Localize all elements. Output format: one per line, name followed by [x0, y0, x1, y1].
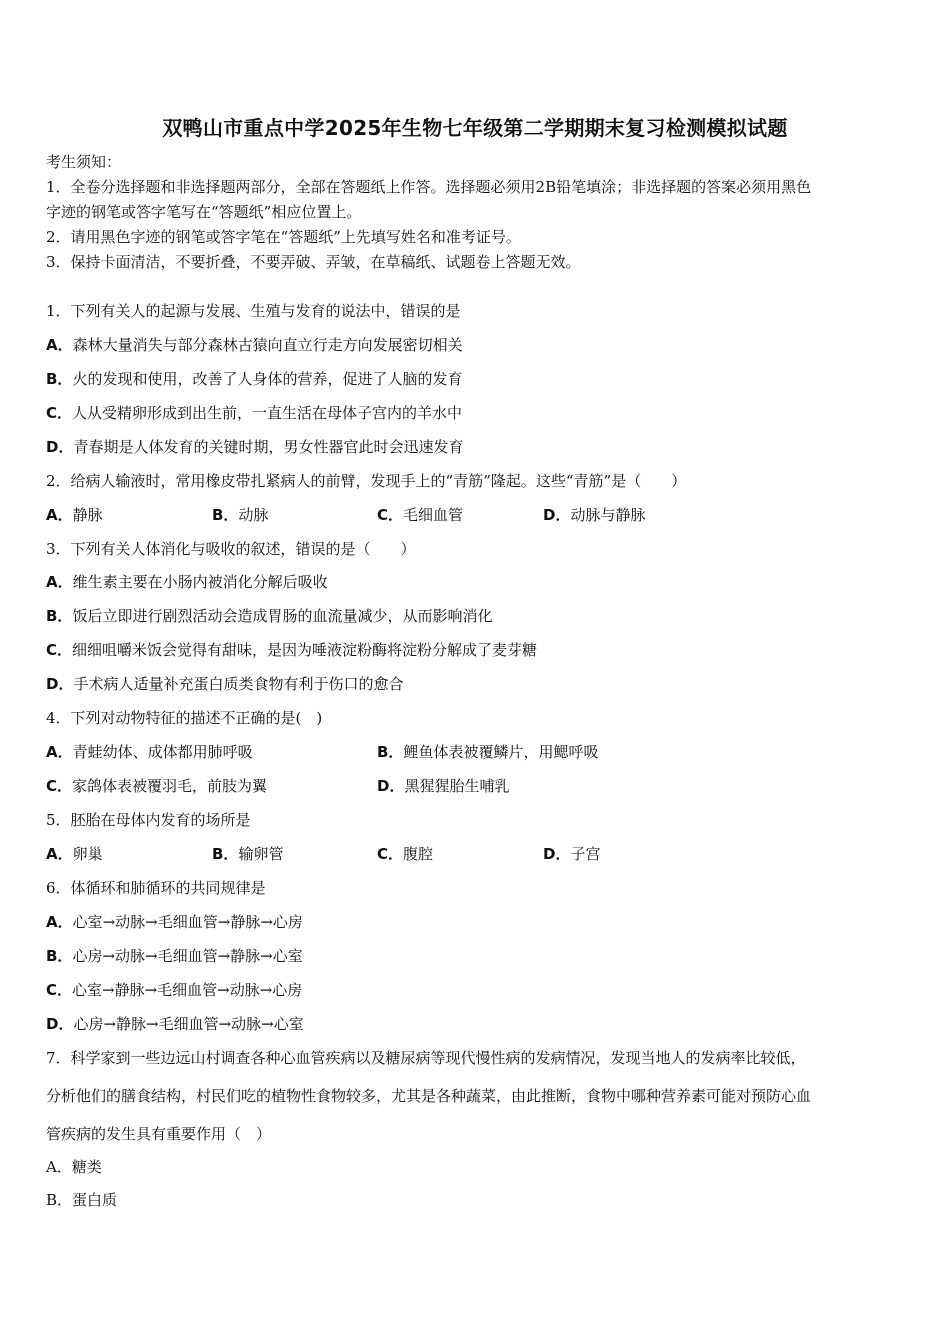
answer-option — [46, 946, 303, 966]
option-label: A． — [46, 845, 73, 863]
option-text: 青蛙幼体、成体都用肺呼吸 — [72, 743, 253, 761]
option-text: 细细咀嚼米饭会觉得有甜味，是因为唾液淀粉酶将淀粉分解成了麦芽糖 — [72, 641, 538, 659]
question-stem: 5．胚胎在母体内发育的场所是 — [46, 811, 251, 829]
option-text: 心室→动脉→毛细血管→静脉→心房 — [72, 913, 303, 931]
option-text: 家鸽体表被覆羽毛，前肢为翼 — [72, 777, 268, 795]
option-text: 输卵管 — [238, 845, 284, 863]
answer-option — [212, 844, 283, 864]
answer-option — [46, 606, 492, 626]
answer-option — [377, 844, 433, 864]
answer-option — [46, 1014, 304, 1034]
answer-option — [46, 572, 328, 592]
answer-option — [46, 403, 462, 423]
answer-option — [46, 505, 103, 525]
option-text: 鲤鱼体表被覆鳞片，用鳃呼吸 — [403, 743, 599, 761]
option-text: 腹腔 — [403, 845, 434, 863]
answer-option — [46, 1190, 117, 1210]
option-label: D． — [46, 438, 74, 456]
option-label: C． — [46, 777, 73, 795]
question-stem: 6．体循环和肺循环的共同规律是 — [46, 879, 266, 897]
option-text: 静脉 — [72, 506, 103, 524]
answer-option — [46, 844, 103, 864]
answer-option — [46, 1157, 102, 1177]
answer-option — [377, 505, 463, 525]
notice-item: 3．保持卡面清洁，不要折叠，不要弄破、弄皱，在草稿纸、试题卷上答题无效。 — [46, 253, 581, 271]
answer-option — [212, 505, 268, 525]
question-stem: 1．下列有关人的起源与发展、生殖与发育的说法中，错误的是 — [46, 302, 461, 320]
option-label: D． — [46, 1015, 74, 1033]
option-label: A． — [46, 336, 73, 354]
notice-heading: 考生须知： — [46, 153, 122, 171]
option-text: 人从受精卵形成到出生前，一直生活在母体子宫内的羊水中 — [72, 404, 463, 422]
option-label: C． — [377, 506, 404, 524]
question-stem: 管疾病的发生具有重要作用（ ） — [46, 1125, 272, 1143]
answer-option — [46, 912, 303, 932]
option-label: B． — [46, 1191, 73, 1209]
option-label: A． — [46, 506, 73, 524]
option-label: D． — [543, 506, 571, 524]
option-label: B． — [212, 506, 239, 524]
question-stem: 7．科学家到一些边远山村调查各种心血管疾病以及糖尿病等现代慢性病的发病情况，发现当地人的发病率比较低， — [46, 1049, 806, 1067]
option-label: A． — [46, 743, 73, 761]
option-label: A． — [46, 1158, 72, 1176]
option-label: A． — [46, 573, 73, 591]
option-text: 动脉与静脉 — [570, 506, 646, 524]
option-text: 糖类 — [71, 1158, 102, 1176]
answer-option — [377, 776, 509, 796]
answer-option — [46, 742, 253, 762]
option-text: 心房→动脉→毛细血管→静脉→心室 — [72, 947, 303, 965]
option-label: B． — [46, 947, 73, 965]
option-text: 蛋白质 — [72, 1191, 118, 1209]
option-label: C． — [46, 404, 73, 422]
option-label: B． — [46, 370, 73, 388]
option-text: 维生素主要在小肠内被消化分解后吸收 — [72, 573, 328, 591]
option-label: B． — [212, 845, 239, 863]
option-text: 手术病人适量补充蛋白质类食物有利于伤口的愈合 — [73, 675, 404, 693]
option-label: D． — [46, 675, 74, 693]
option-text: 森林大量消失与部分森林古猿向直立行走方向发展密切相关 — [72, 336, 463, 354]
question-stem: 分析他们的膳食结构，村民们吃的植物性食物较多，尤其是各种蔬菜，由此推断，食物中哪种营养素可能对预防心血 — [46, 1087, 812, 1105]
option-text: 动脉 — [238, 506, 269, 524]
question-stem: 2．给病人输液时，常用橡皮带扎紧病人的前臂，发现手上的“青筋”隆起。这些“青筋”是（ ） — [46, 472, 687, 490]
option-text: 卵巢 — [72, 845, 103, 863]
answer-option — [377, 742, 598, 762]
answer-option — [46, 640, 537, 660]
page-title: 双鸭山市重点中学2025年生物七年级第二学期期末复习检测模拟试题 — [162, 116, 788, 140]
answer-option — [46, 437, 463, 457]
notice-item: 1．全卷分选择题和非选择题两部分，全部在答题纸上作答。选择题必须用2B铅笔填涂；非选择题的答案必须用黑色 — [46, 178, 812, 196]
answer-option — [46, 335, 463, 355]
answer-option — [46, 369, 462, 389]
answer-option — [543, 505, 645, 525]
option-text: 毛细血管 — [403, 506, 464, 524]
option-text: 心室→静脉→毛细血管→动脉→心房 — [72, 981, 303, 999]
answer-option — [46, 980, 302, 1000]
option-label: B． — [46, 607, 73, 625]
answer-option — [543, 844, 600, 864]
option-text: 青春期是人体发育的关键时期，男女性器官此时会迅速发育 — [73, 438, 464, 456]
answer-option — [46, 674, 403, 694]
option-label: C． — [377, 845, 404, 863]
notice-item: 字迹的钢笔或答字笔写在“答题纸”相应位置上。 — [46, 203, 362, 221]
option-label: D． — [377, 777, 405, 795]
option-label: B． — [377, 743, 404, 761]
question-stem: 4．下列对动物特征的描述不正确的是( ) — [46, 709, 323, 727]
option-label: A． — [46, 913, 73, 931]
option-text: 火的发现和使用，改善了人身体的营养，促进了人脑的发育 — [72, 370, 463, 388]
answer-option — [46, 776, 267, 796]
notice-item: 2．请用黑色字迹的钢笔或答字笔在“答题纸”上先填写姓名和准考证号。 — [46, 228, 521, 246]
option-text: 子宫 — [570, 845, 601, 863]
option-text: 黑猩猩胎生哺乳 — [404, 777, 510, 795]
option-text: 饭后立即进行剧烈活动会造成胃肠的血流量减少，从而影响消化 — [72, 607, 493, 625]
question-stem: 3．下列有关人体消化与吸收的叙述，错误的是（ ） — [46, 540, 416, 558]
option-label: C． — [46, 641, 73, 659]
option-text: 心房→静脉→毛细血管→动脉→心室 — [73, 1015, 304, 1033]
option-label: D． — [543, 845, 571, 863]
option-label: C． — [46, 981, 73, 999]
